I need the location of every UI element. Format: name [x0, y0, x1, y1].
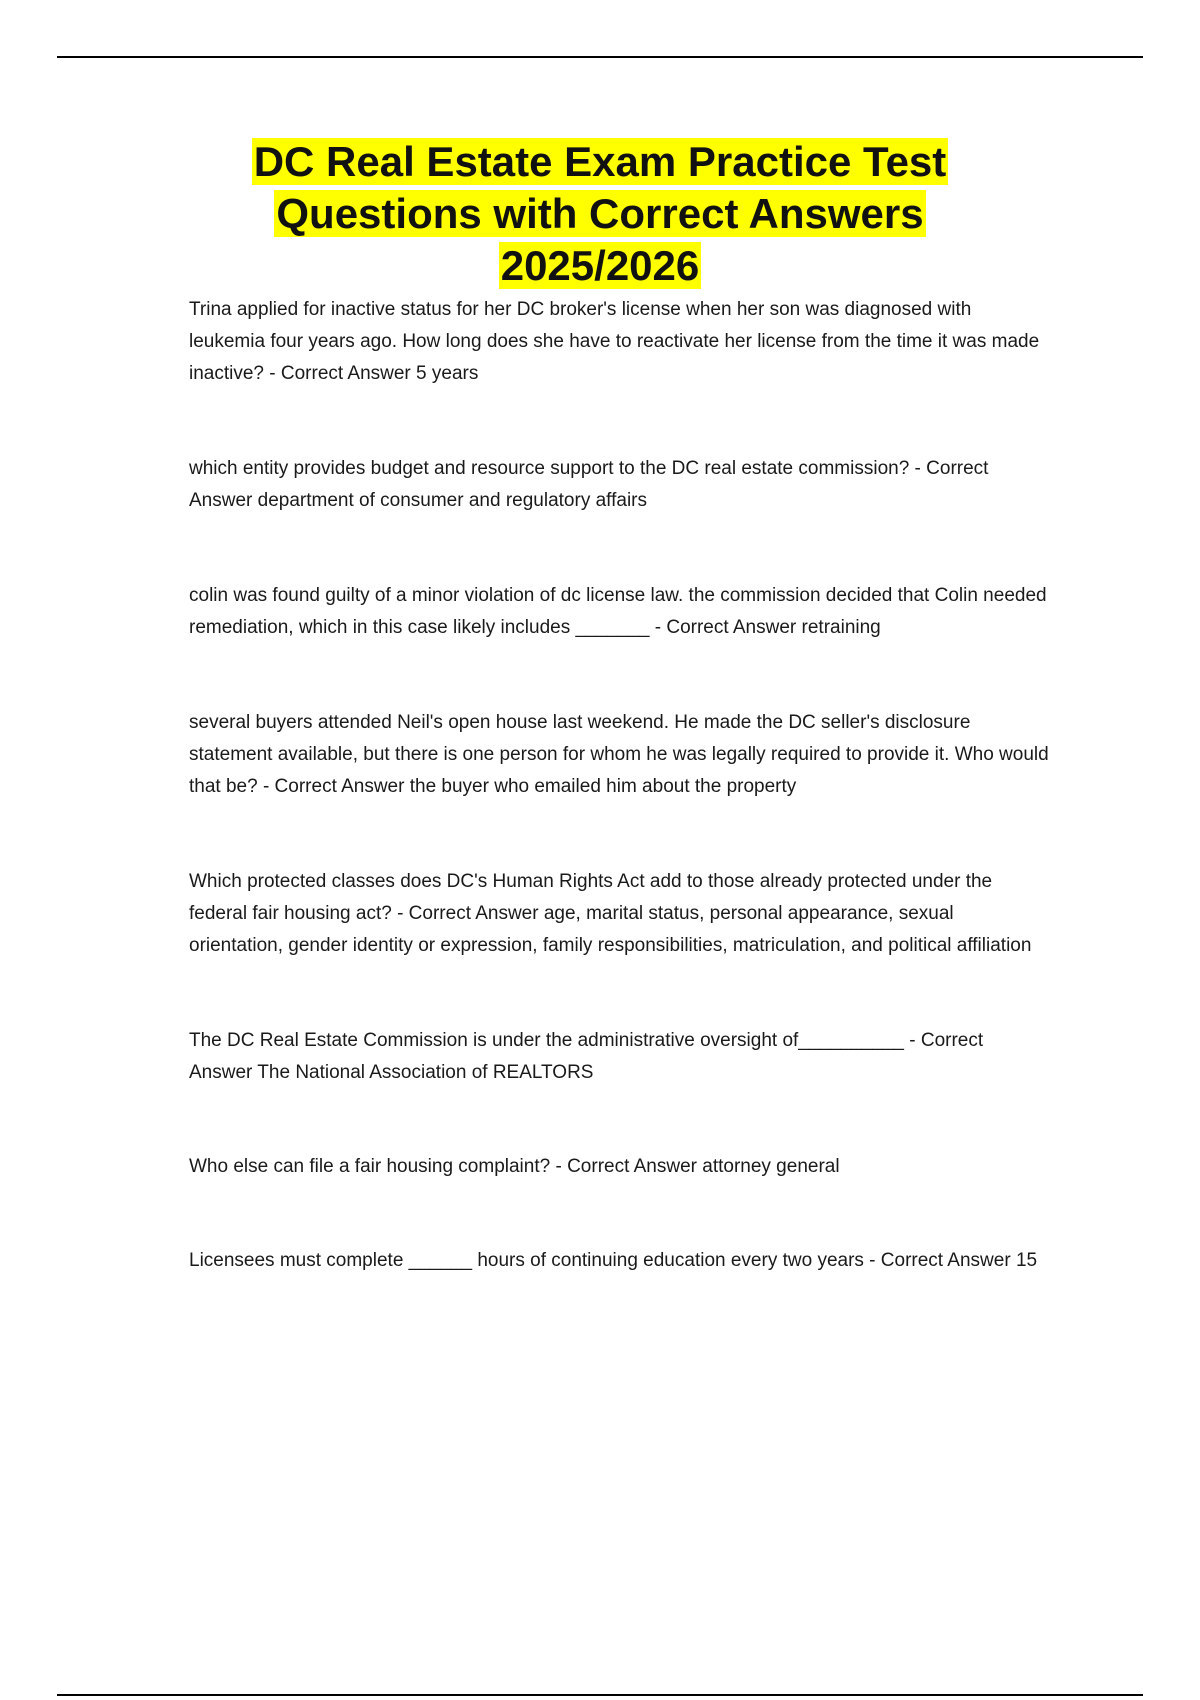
answer-separator: - Correct Answer — [189, 1030, 984, 1083]
bottom-rule — [57, 1694, 1143, 1696]
answer-separator: - Correct Answer — [189, 458, 989, 511]
answer-text: the buyer who emailed him about the property — [409, 776, 797, 797]
answer-text: 5 years — [416, 363, 479, 384]
question-text: Licensees must complete ______ hours of continuing education every two years — [189, 1250, 864, 1271]
answer-text: retraining — [801, 617, 881, 638]
answer-separator: - Correct Answer — [257, 776, 410, 797]
qa-item — [189, 453, 1049, 517]
qa-item — [189, 580, 1049, 644]
question-text: which entity provides budget and resource support to the DC real estate commission? — [189, 458, 910, 479]
answer-text: 15 — [1015, 1250, 1038, 1271]
question-text: several buyers attended Neil's open house last weekend. He made the DC seller's disclosure statement available, but there is one person for whom he was legally required to provide it. Who would that be? — [189, 712, 1049, 797]
answer-text: age, marital status, personal appearance, sexual orientation, gender identity or expression, family responsibilities, matriculation, and political affiliation — [189, 903, 1032, 956]
answer-separator: - Correct Answer — [391, 903, 544, 924]
top-rule — [57, 56, 1143, 58]
title-block — [0, 136, 1200, 292]
answer-separator: - Correct Answer — [264, 363, 417, 384]
qa-item — [189, 294, 1049, 390]
answer-text: department of consumer and regulatory affairs — [257, 490, 648, 511]
answer-text: attorney general — [702, 1156, 840, 1177]
qa-item — [189, 1245, 1049, 1277]
question-text: Who else can file a fair housing complaint? — [189, 1156, 551, 1177]
question-text: Which protected classes does DC's Human Rights Act add to those already protected under the federal fair housing act? — [189, 871, 993, 924]
qa-item — [189, 707, 1049, 803]
question-text: The DC Real Estate Commission is under the administrative oversight of__________ — [189, 1030, 904, 1051]
qa-list — [189, 294, 1049, 1277]
question-text: Trina applied for inactive status for her DC broker's license when her son was diagnosed with leukemia four years ago. How long does she have to reactivate her license from the time it was made inactive? — [189, 299, 1040, 384]
answer-text: The National Association of REALTORS — [257, 1062, 594, 1083]
qa-item — [189, 866, 1049, 962]
qa-item — [189, 1151, 1049, 1183]
question-text: colin was found guilty of a minor violation of dc license law. the commission decided that Colin needed remediation, which in this case likely includes _______ — [189, 585, 1047, 638]
answer-separator: - Correct Answer — [550, 1156, 703, 1177]
answer-separator: - Correct Answer — [649, 617, 802, 638]
answer-separator: - Correct Answer — [863, 1250, 1016, 1271]
qa-item — [189, 1025, 1049, 1089]
document-title: DC Real Estate Exam Practice Test Questions with Correct Answers 2025/2026 — [253, 138, 947, 289]
